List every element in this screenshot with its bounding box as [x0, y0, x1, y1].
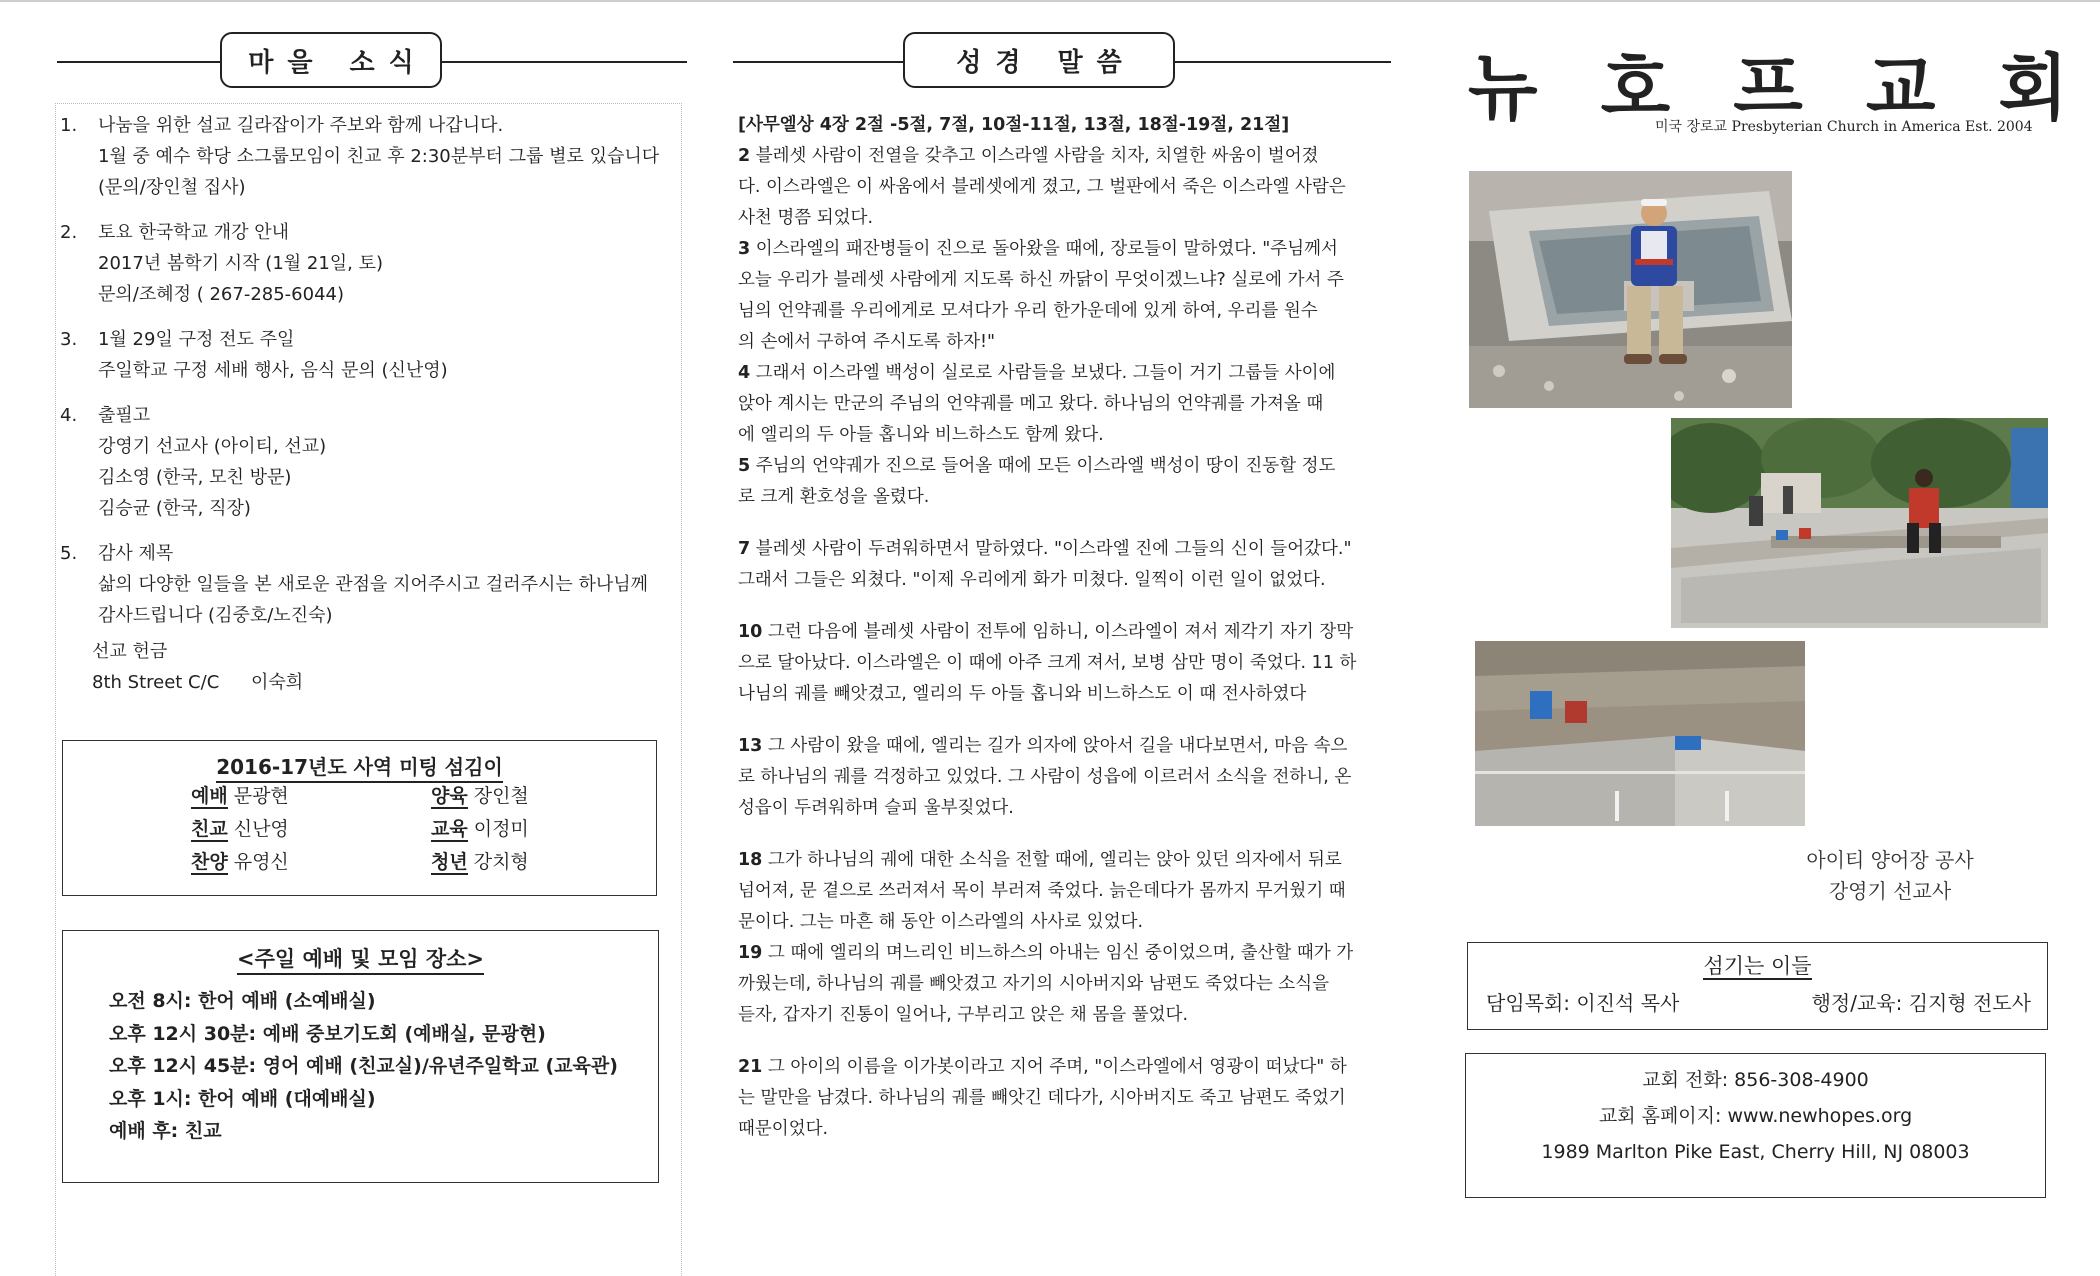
photo-fish-pond-man-sitting	[1469, 171, 1792, 408]
verse-text: 에 엘리의 두 아들 홉니와 비느하스도 함께 왔다.	[738, 425, 1104, 445]
scripture-paragraph	[738, 617, 1388, 710]
scripture-line	[738, 451, 1388, 482]
ministry-entry	[191, 847, 431, 877]
news-item-title: 출필고	[98, 405, 151, 426]
ministry-name: 장인철	[473, 785, 529, 807]
scripture-line	[738, 534, 1388, 565]
verse-text: 그가 하나님의 궤에 대한 소식을 전할 때에, 엘리는 앉아 있던 의자에서 뒤로	[762, 850, 1342, 870]
verse-text: 로 하나님의 궤를 걱정하고 있었다. 그 사람이 성읍에 이르러서 소식을 전하니, 온	[738, 767, 1352, 787]
news-item-number: 4.	[60, 405, 78, 426]
news-item-line: 강영기 선교사 (아이티, 선교)	[98, 436, 327, 457]
ministry-entry	[191, 814, 431, 844]
news-item-line: 김소영 (한국, 모친 방문)	[98, 467, 292, 488]
church-title-char: 교	[1865, 46, 1936, 130]
scripture-line	[738, 482, 1388, 513]
scripture-line	[738, 234, 1388, 265]
verse-number: 4	[738, 363, 751, 383]
ministry-entry	[431, 781, 591, 811]
verse-text: 그래서 그들은 외쳤다. "이제 우리에게 화가 미쳤다. 일찍이 이런 일이 없었다.	[738, 570, 1326, 590]
scripture-paragraph	[738, 534, 1388, 596]
staff-box	[1467, 942, 2048, 1030]
news-item-line: 감사드립니다 (김중호/노진숙)	[98, 605, 333, 626]
verse-text: 로 크게 환호성을 올렸다.	[738, 487, 930, 507]
news-item	[60, 110, 680, 203]
verse-number: 13	[738, 736, 763, 756]
scripture-line	[738, 389, 1388, 420]
verse-text: 의 손에서 구하여 주시도록 하자!"	[738, 332, 996, 352]
photo-caption	[1760, 845, 2020, 907]
verse-text: 는 말만을 남겼다. 하나님의 궤를 빼앗긴 데다가, 시아버지도 죽고 남편도 죽었기	[738, 1088, 1346, 1108]
verse-text: 문이다. 그는 마흔 해 동안 이스라엘의 사사로 있었다.	[738, 912, 1144, 932]
top-border	[0, 0, 2100, 2]
verse-text: 앉아 계시는 만군의 주님의 언약궤를 메고 왔다. 하나님의 언약궤를 가져올 때	[738, 394, 1324, 414]
scripture-line	[738, 1114, 1388, 1145]
church-title-char: 뉴	[1468, 46, 1538, 130]
scripture-line	[738, 617, 1388, 648]
news-item-title: 토요 한국학교 개강 안내	[98, 222, 290, 243]
church-title-char: 호	[1600, 46, 1671, 130]
verse-number: 10	[738, 622, 763, 642]
news-item-number: 3.	[60, 329, 78, 350]
verse-text: 까웠는데, 하나님의 궤를 빼앗겼고 자기의 시아버지와 남편도 죽었다는 소식을	[738, 974, 1330, 994]
verse-text: 성읍이 두려워하며 슬피 울부짖었다.	[738, 798, 1014, 818]
admin-education: 행정/교육: 김지형 전도사	[1811, 991, 2031, 1015]
worship-schedule-line: 예배 후: 친교	[109, 1120, 222, 1142]
ministry-name: 신난영	[233, 818, 289, 840]
verse-number: 2	[738, 146, 751, 166]
scripture-line	[738, 1083, 1388, 1114]
news-item	[60, 538, 680, 631]
photo-caption-line-2: 강영기 선교사	[1828, 879, 1952, 903]
ministry-entry	[191, 781, 431, 811]
verse-text: 사천 명쯤 되었다.	[738, 208, 874, 228]
scripture-line	[738, 327, 1388, 358]
verse-number: 19	[738, 943, 763, 963]
photo-caption-line-1: 아이티 양어장 공사	[1806, 848, 1974, 872]
offering-place: 8th Street C/C	[92, 672, 220, 693]
scripture-title: 성경 말씀	[903, 32, 1175, 88]
ministry-grid	[191, 781, 591, 877]
worship-place-box	[62, 930, 659, 1183]
scripture-line	[738, 731, 1388, 762]
photo-pond-construction-workers	[1671, 418, 2048, 628]
verse-text: 그 아이의 이름을 이가봇이라고 지어 주며, "이스라엘에서 영광이 떠났다" 하	[762, 1057, 1347, 1077]
church-subtitle: 미국 장로교 Presbyterian Church in America Est. 2004	[1655, 119, 2033, 135]
ministry-entry	[431, 814, 591, 844]
ministry-role: 교육	[431, 818, 468, 840]
verse-text: 그 사람이 왔을 때에, 엘리는 길가 의자에 앉아서 길을 내다보면서, 마음 속으	[762, 736, 1348, 756]
worship-schedule-line: 오후 1시: 한어 예배 (대예배실)	[109, 1087, 376, 1110]
verse-text: 그래서 이스라엘 백성이 실로로 사람들을 보냈다. 그들이 거기 그룹들 사이에	[750, 363, 1336, 383]
contact-phone: 교회 전화: 856-308-4900	[1642, 1069, 1869, 1091]
scripture-line	[738, 845, 1388, 876]
staff-title: 섬기는 이들	[1703, 954, 1812, 978]
news-item-title: 1월 29일 구정 전도 주일	[98, 329, 295, 350]
ministry-role: 찬양	[191, 851, 228, 873]
ministry-name: 강치형	[473, 851, 529, 873]
scripture-line	[738, 172, 1388, 203]
ministry-role: 청년	[431, 851, 468, 873]
ministry-entry	[431, 847, 591, 877]
verse-text: 때문이었다.	[738, 1119, 829, 1139]
scripture-paragraph	[738, 731, 1388, 824]
news-item	[60, 324, 680, 386]
scripture-line	[738, 203, 1388, 234]
ministry-role: 양육	[431, 785, 468, 807]
scripture-line	[738, 296, 1388, 327]
scripture-line	[738, 265, 1388, 296]
verse-number: 3	[738, 239, 751, 259]
verse-text: 그 때에 엘리의 며느리인 비느하스의 아내는 임신 중이었으며, 출산할 때가 가	[762, 943, 1354, 963]
scripture-line	[738, 876, 1388, 907]
verse-text: 블레셋 사람이 전열을 갖추고 이스라엘 사람을 치자, 치열한 싸움이 벌어졌	[750, 146, 1319, 166]
news-item-number: 1.	[60, 115, 78, 136]
scripture-reference: [사무엘상 4장 2절 -5절, 7절, 10절-11절, 13절, 18절-19절, 21절]	[738, 115, 1290, 135]
news-item-title: 나눔을 위한 설교 길라잡이가 주보와 함께 나갑니다.	[98, 115, 504, 136]
ministry-name: 문광현	[233, 785, 289, 807]
verse-text: 님의 언약궤를 우리에게로 모셔다가 우리 한가운데에 있게 하여, 우리를 원수	[738, 301, 1318, 321]
verse-text: 주님의 언약궤가 진으로 들어올 때에 모든 이스라엘 백성이 땅이 진동할 정도	[750, 456, 1336, 476]
news-item-line: 김승균 (한국, 직장)	[98, 498, 251, 519]
contact-address: 1989 Marlton Pike East, Cherry Hill, NJ 08003	[1541, 1141, 1970, 1163]
scripture-text	[738, 110, 1388, 1166]
worship-place-title: <주일 예배 및 모임 장소>	[237, 947, 484, 975]
verse-text: 오늘 우리가 블레셋 사람에게 지도록 하신 까닭이 무엇이겠느냐? 실로에 가서 주	[738, 270, 1344, 290]
worship-schedule-line: 오전 8시: 한어 예배 (소예배실)	[109, 990, 376, 1012]
offering-name: 이숙희	[251, 672, 304, 693]
verse-text: 넘어져, 문 곁으로 쓰러져서 목이 부러져 죽었다. 늙은데다가 몸까지 무거웠기 때	[738, 881, 1346, 901]
scripture-header	[733, 32, 1391, 92]
scripture-line	[738, 793, 1388, 824]
ministry-name: 이정미	[473, 818, 529, 840]
offering-title: 선교 헌금	[92, 641, 168, 662]
village-news-title: 마을 소식	[220, 32, 442, 88]
news-item-line: 삶의 다양한 일들을 본 새로운 관점을 지어주시고 걸러주시는 하나님께	[98, 574, 649, 595]
verse-text: 블레셋 사람이 두려워하면서 말하였다. "이스라엘 진에 그들의 신이 들어갔다."	[750, 539, 1352, 559]
village-news-list	[60, 110, 680, 645]
news-item-title: 감사 제목	[98, 543, 174, 564]
verse-text: 다. 이스라엘은 이 싸움에서 블레셋에게 졌고, 그 벌판에서 죽은 이스라엘 사람은	[738, 177, 1346, 197]
ministry-name: 유영신	[233, 851, 289, 873]
verse-text: 나님의 궤를 빼앗겼고, 엘리의 두 아들 홉니와 비느하스도 이 때 전사하였다	[738, 684, 1307, 704]
verse-number: 7	[738, 539, 751, 559]
senior-pastor: 담임목회: 이진석 목사	[1486, 991, 1680, 1015]
news-item-line: 주일학교 구정 세배 행사, 음식 문의 (신난영)	[98, 360, 448, 381]
scripture-line	[738, 907, 1388, 938]
news-item-line: 문의/조혜정 ( 267-285-6044)	[98, 284, 345, 305]
church-title-char: 회	[1998, 46, 2068, 130]
news-item-line: 1월 중 예수 학당 소그룹모임이 친교 후 2:30분부터 그룹 별로 있습니다	[98, 146, 660, 167]
scripture-paragraph	[738, 1052, 1388, 1145]
news-item	[60, 400, 680, 524]
scripture-line	[738, 565, 1388, 596]
village-news-header	[57, 32, 687, 92]
scripture-line	[738, 762, 1388, 793]
worship-schedule-list	[109, 985, 618, 1148]
news-item-line: 2017년 봄학기 시작 (1월 21일, 토)	[98, 253, 384, 274]
contact-homepage: 교회 홈페이지: www.newhopes.org	[1598, 1105, 1913, 1127]
scripture-line	[738, 648, 1388, 679]
verse-number: 5	[738, 456, 751, 476]
verse-text: 이스라엘의 패잔병들이 진으로 돌아왔을 때에, 장로들이 말하였다. "주님께서	[750, 239, 1338, 259]
verse-text: 으로 달아났다. 이스라엘은 이 때에 아주 크게 져서, 보병 삼만 명이 죽었다. 11 하	[738, 653, 1357, 673]
worship-schedule-line: 오후 12시 30분: 예배 중보기도회 (예배실, 문광현)	[109, 1022, 546, 1045]
church-title-char: 프	[1733, 46, 1803, 130]
scripture-line	[738, 938, 1388, 969]
contact-box	[1465, 1053, 2046, 1198]
scripture-line	[738, 141, 1388, 172]
news-item-number: 2.	[60, 222, 78, 243]
verse-text: 그런 다음에 블레셋 사람이 전투에 임하니, 이스라엘이 져서 제각기 자기 장막	[762, 622, 1354, 642]
verse-text: 듣자, 갑자기 진통이 일어나, 구부리고 앉은 채 몸을 풀었다.	[738, 1005, 1189, 1025]
scripture-line	[738, 969, 1388, 1000]
news-item-line: (문의/장인철 집사)	[98, 177, 246, 198]
scripture-line	[738, 679, 1388, 710]
news-item	[60, 217, 680, 310]
ministry-role: 예배	[191, 785, 228, 807]
scripture-line	[738, 1052, 1388, 1083]
ministry-box-title: 2016-17년도 사역 미팅 섬김이	[216, 755, 503, 783]
news-item-number: 5.	[60, 543, 78, 564]
scripture-line	[738, 358, 1388, 389]
mission-offering	[92, 636, 303, 698]
ministry-role: 친교	[191, 818, 228, 840]
scripture-line	[738, 1000, 1388, 1031]
verse-number: 18	[738, 850, 763, 870]
scripture-paragraph	[738, 845, 1388, 1031]
worship-schedule-line: 오후 12시 45분: 영어 예배 (친교실)/유년주일학교 (교육관)	[109, 1055, 618, 1077]
scripture-line	[738, 420, 1388, 451]
ministry-box	[62, 740, 657, 896]
verse-number: 21	[738, 1057, 763, 1077]
scripture-paragraph	[738, 141, 1388, 513]
photo-pond-walls	[1475, 641, 1805, 826]
